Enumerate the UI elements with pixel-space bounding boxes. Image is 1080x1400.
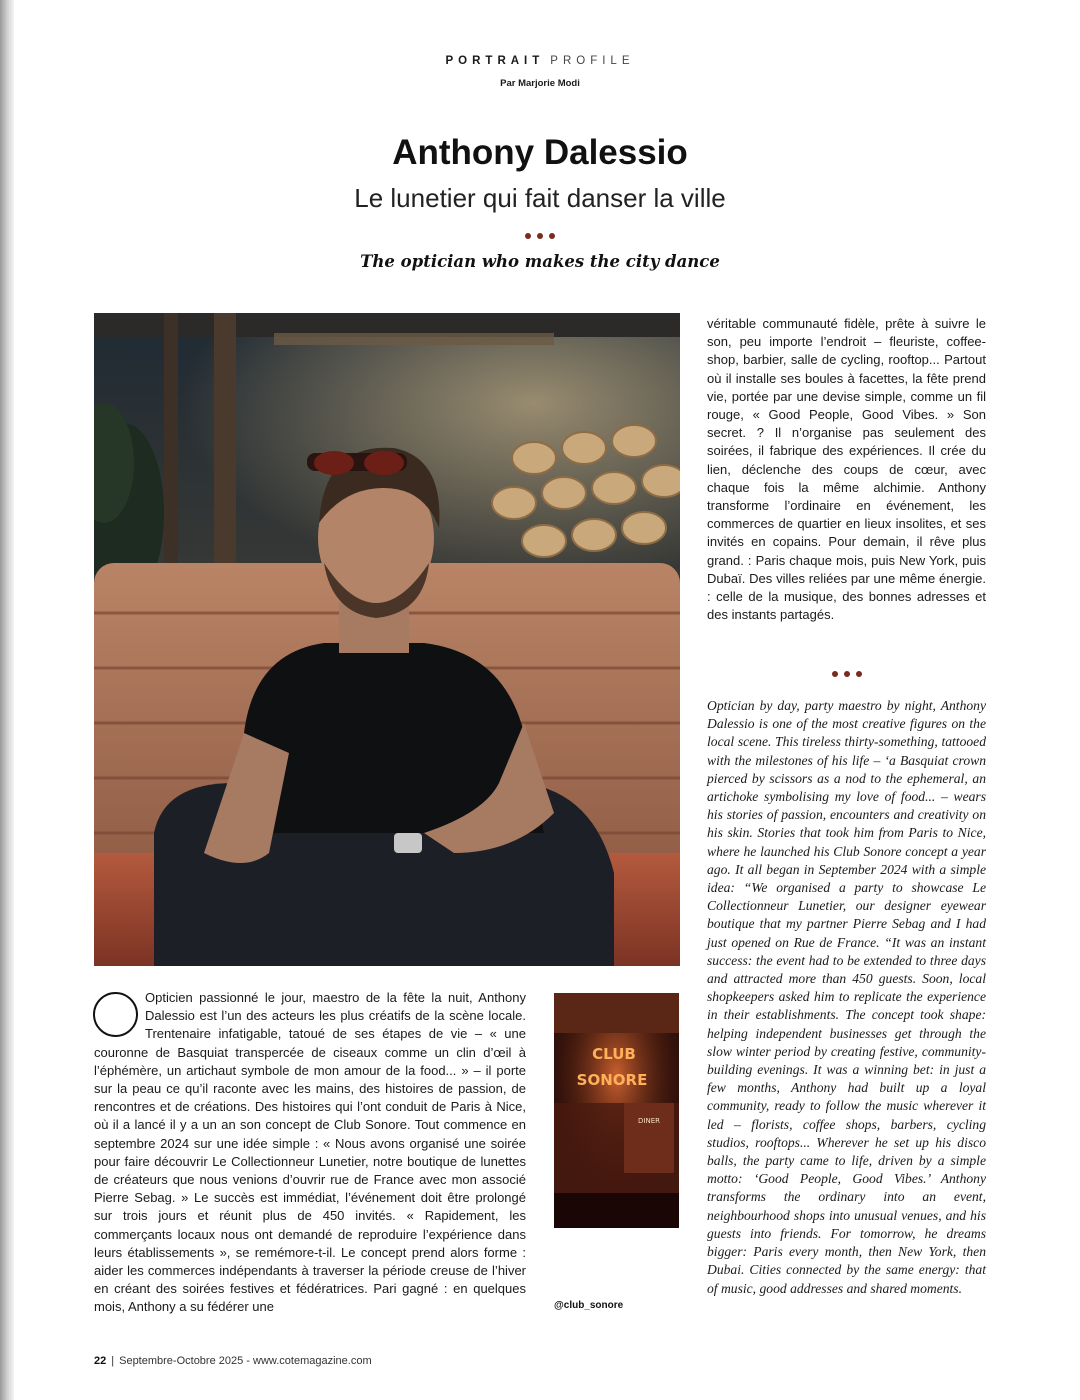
portrait-photo bbox=[94, 313, 680, 966]
page-footer bbox=[94, 1355, 372, 1367]
ornament-dots-top bbox=[0, 233, 1080, 239]
photo-credit-handle: @club_sonore bbox=[554, 1300, 624, 1311]
rubric-french: PORTRAIT bbox=[445, 55, 545, 67]
article-title: Anthony Dalessio bbox=[392, 133, 688, 172]
section-rubric bbox=[0, 55, 1080, 67]
dot bbox=[525, 233, 531, 239]
dot bbox=[832, 671, 838, 677]
neon-line-2: SONORE bbox=[576, 1071, 648, 1089]
body-text-french-main: Opticien passionné le jour, maestro de la fête la nuit, Anthony Dalessio est l’un des acteurs les plus créatifs de la scène locale. Trentenaire infatigable, tatoué de ses étapes de vie – « une couronne de Basquiat transpercée de ciseaux comme un clin d’œil à l’éphémère, un artichaut symbole de mon amour de la food... » – il porte sur la peau ce qu’il raconte avec les mains, des histoires de passion, de rencontres et de créations. Des histoires qui l’ont conduit de Paris à Nice, où il a lancé il y a un an son concept de Club Sonore. Tout commence en septembre 2024 sur une idée simple : « Nous avons organisé une soirée pour faire découvrir Le Collectionneur Lunetier, notre boutique de lunettes de créateurs que nous venions d’ouvrir rue de France avec mon associé Pierre Sebag. » Le succès est immédiat, l’événement doit être prolongé sur trois jours et réunit plus de 450 invités. « Rapidement, les commerçants locaux nous ont demandé de reproduire l’expérience dans leurs établissements », se remémore-t-il. Le concept prend alors forme : aider les commerces indépendants à traverser la période creuse de l’hiver en créant des soirées festives et fédératrices. Pari gagné : en quelques mois, Anthony a su fédérer une bbox=[94, 990, 526, 1315]
dot bbox=[537, 233, 543, 239]
rubric-english: PROFILE bbox=[550, 55, 635, 67]
page-number: 22 bbox=[94, 1355, 107, 1367]
byline: Par Marjorie Modi bbox=[500, 78, 580, 89]
article-subtitle-english: The optician who makes the city dance bbox=[360, 252, 720, 271]
ornament-dots-mid bbox=[792, 671, 902, 677]
dot bbox=[844, 671, 850, 677]
neon-line-3: DINER bbox=[638, 1117, 660, 1125]
article-subtitle-french: Le lunetier qui fait danser la ville bbox=[354, 183, 726, 213]
club-sonore-photo bbox=[554, 993, 679, 1228]
dot bbox=[549, 233, 555, 239]
dot bbox=[856, 671, 862, 677]
footer-separator: | bbox=[111, 1355, 115, 1367]
neon-line-1: CLUB bbox=[592, 1045, 636, 1063]
issue-info: Septembre-Octobre 2025 - www.cotemagazine.com bbox=[119, 1355, 372, 1367]
body-text-french-continued: véritable communauté fidèle, prête à suivre le son, peu importe l’endroit – fleuriste, coffee-shop, barbier, salle de cycling, rooftop... Partout où il installe ses boules à facettes, la fête prend vie, portée par une devise simple, comme un fil rouge, « Good People, Good Vibes. » Son secret. ? Il n’organise pas seulement des soirées, il fabrique des expériences. Il crée du lien, déclenche des coups de cœur, avec chaque fois la même alchimie. Anthony transforme l’ordinaire en événement, les commerces de quartier en lieux insolites, et ses invités en copains. Pour demain, il rêve plus grand. : Paris chaque mois, puis New York, puis Dubaï. Des villes reliées par une même énergie. : celle de la musique, des bonnes adresses et des instants partagés. bbox=[707, 316, 986, 623]
body-text-english: Optician by day, party maestro by night, Anthony Dalessio is one of the most creative figures on the local scene. This tireless thirty-something, tattooed with the milestones of his life – ‘a Basquiat crown pierced by scissors as a nod to the ephemeral, an artichoke symbolising my love of food... – wears his stories of passion, encounters and creativity on his skin. Stories that took him from Paris to Nice, where he launched his Club Sonore concept a year ago. It all began in September 2024 with a simple idea: “We organised a party to showcase Le Collectionneur Lunetier, our designer eyewear boutique that my partner Pierre Sebag and I had just opened on Rue de France. “It was an instant success: the event had to be extended to three days and attracted more than 450 guests. Soon, local shopkeepers asked him to replicate the experience in their establishments. The concept took shape: helping independent businesses get through the slow winter period by creating festive, community-building evenings. It was a winning bet: in just a few months, Anthony had built up a loyal community, ready to follow the music wherever it led – florists, coffee shops, barbers, cycling studios, rooftops... Wherever he set up his disco balls, the party came to life, driven by a simple motto: ‘Good People, Good Vibes.’ Anthony transforms the ordinary into an event, neighbourhood shops into unusual venues, and his guests into friends. For tomorrow, he dreams bigger: Paris every month, then New York, then Dubai. Cities connected by the same energy: that of music, good addresses and shared moments. bbox=[707, 698, 986, 1296]
